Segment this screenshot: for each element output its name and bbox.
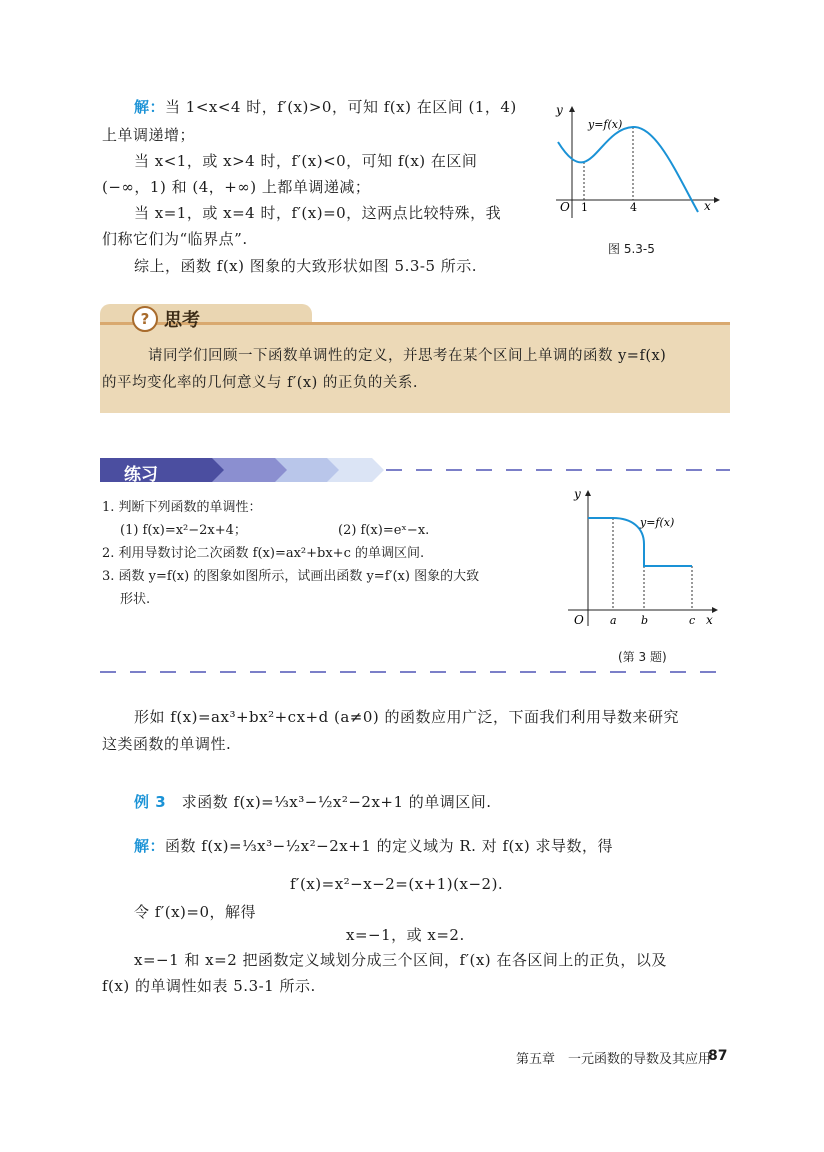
exercise-1-part-2: (2) f(x)=eˣ−x. [338, 523, 430, 538]
dashed-separator-bottom [100, 671, 730, 673]
x-axis-arrow-icon [712, 607, 718, 613]
y-axis-arrow-icon [569, 106, 575, 112]
solution-label: 解： [134, 837, 166, 855]
figure-exercise-3 [562, 486, 722, 634]
y-axis-label: y [556, 103, 563, 117]
solution-line-4: (−∞，1) 和 (4，+∞) 上都单调递减； [102, 178, 371, 196]
solution-3-line-5: x=−1 和 x=2 把函数定义域划分成三个区间，f′(x) 在各区间上的正负，以及 [134, 951, 667, 969]
tick-label-a: a [610, 614, 617, 627]
solution-3-line-1: 函数 f(x)=⅓x³−½x²−2x+1 的定义域为 R. 对 f(x) 求导数，得 [165, 837, 613, 855]
exercise-3: 3. 函数 y=f(x) 的图象如图所示，试画出函数 y=f′(x) 图象的大致 [102, 569, 480, 584]
tick-label-4: 4 [630, 201, 637, 214]
solution-line-1: 当 1<x<4 时，f′(x)>0，可知 f(x) 在区间 (1，4) [165, 98, 517, 116]
tick-label-1: 1 [581, 201, 588, 214]
solution-3-line-1-wrap [134, 836, 613, 856]
tick-label-b: b [641, 614, 649, 627]
figure-caption: (第 3 题) [618, 650, 667, 664]
y-axis-arrow-icon [585, 490, 591, 496]
curve-label: y=f(x) [588, 118, 623, 131]
exercise-1: 1. 判断下列函数的单调性： [102, 500, 262, 515]
intro-line-1: 形如 f(x)=ax³+bx²+cx+d (a≠0) 的函数应用广泛，下面我们利用导数来研究 [134, 708, 680, 726]
dashed-separator-top [386, 469, 730, 471]
exercise-1-part-1: (1) f(x)=x²−2x+4； [120, 523, 247, 538]
y-axis-label: y [574, 487, 581, 501]
page-number: 87 [708, 1048, 728, 1064]
think-box [100, 322, 730, 413]
x-axis-label: x [704, 199, 711, 213]
x-axis-arrow-icon [714, 197, 720, 203]
origin-label: O [560, 200, 570, 214]
chapter-footer: 第五章 一元函数的导数及其应用 [516, 1052, 712, 1067]
solution-3-line-3: 令 f′(x)=0，解得 [134, 903, 257, 921]
solution-3-line-2: f′(x)=x²−x−2=(x+1)(x−2). [290, 875, 504, 893]
solution-line-7: 综上，函数 f(x) 图象的大致形状如图 5.3-5 所示. [134, 257, 478, 275]
function-curve [558, 127, 698, 212]
solution-3-line-4: x=−1，或 x=2. [346, 926, 465, 944]
tick-label-c: c [689, 614, 696, 627]
solution-line-6: 们称它们为“临界点”. [102, 230, 248, 248]
solution-line-5: 当 x=1，或 x=4 时，f′(x)=0，这两点比较特殊，我 [134, 204, 502, 222]
example-text: 求函数 f(x)=⅓x³−½x²−2x+1 的单调区间. [181, 793, 492, 811]
figure-5-3-5 [548, 100, 724, 220]
intro-line-2: 这类函数的单调性. [102, 735, 232, 753]
solution-3-line-6: f(x) 的单调性如表 5.3-1 所示. [102, 977, 316, 995]
figure-caption: 图 5.3-5 [608, 242, 655, 256]
think-title: 思考 [164, 310, 200, 331]
example-3 [134, 792, 492, 812]
exercise-3-cont: 形状. [120, 592, 151, 607]
example-label: 例 3 [134, 793, 167, 811]
x-axis-label: x [706, 613, 713, 627]
exercise-2: 2. 利用导数讨论二次函数 f(x)=ax²+bx+c 的单调区间. [102, 546, 425, 561]
banner-arrow-1 [100, 458, 227, 482]
think-line-2: 的平均变化率的几何意义与 f′(x) 的正负的关系. [102, 375, 418, 391]
origin-label: O [574, 613, 584, 627]
solution-line-3: 当 x<1，或 x>4 时，f′(x)<0，可知 f(x) 在区间 [134, 152, 478, 170]
think-line-1: 请同学们回顾一下函数单调性的定义，并思考在某个区间上单调的函数 y=f(x) [148, 348, 667, 364]
solution-line-2: 上单调递增； [102, 126, 196, 144]
solution-label: 解： [134, 98, 166, 116]
solution-text-line [134, 97, 517, 117]
curve-label: y=f(x) [640, 516, 675, 529]
practice-title: 练习 [124, 465, 158, 485]
question-icon: ? [132, 306, 158, 332]
